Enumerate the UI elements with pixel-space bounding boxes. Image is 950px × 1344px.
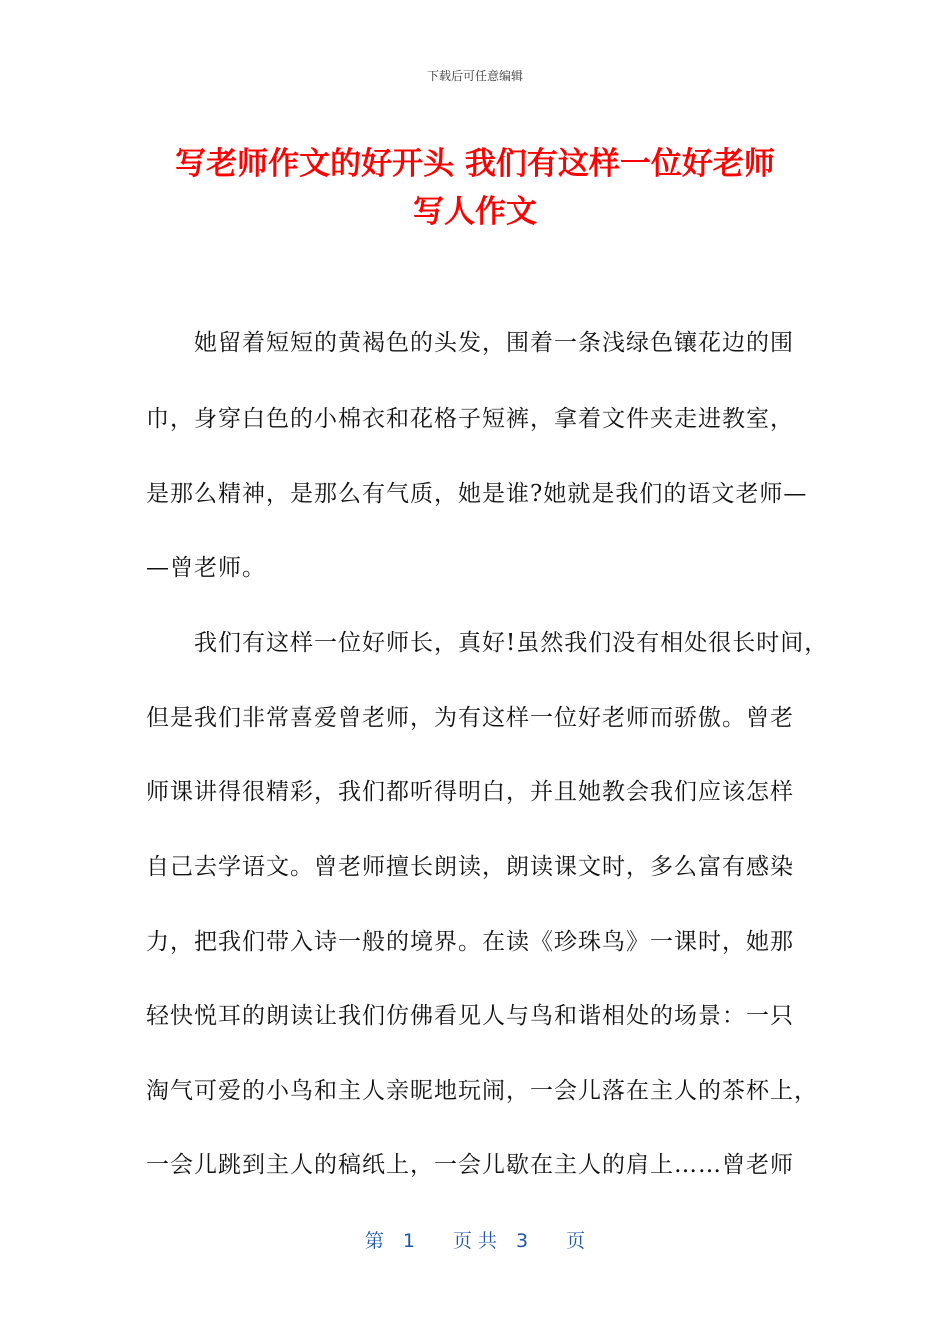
title-line-1: 写老师作文的好开头 我们有这样一位好老师 <box>175 146 775 182</box>
page-number-footer: 第 1 页 共 3 页 <box>364 1230 586 1252</box>
body-line: 力，把我们带入诗一般的境界。在读《珍珠鸟》一课时，她那 <box>146 929 794 955</box>
body-line: —曾老师。 <box>146 555 266 581</box>
body-line: 她留着短短的黄褐色的头发，围着一条浅绿色镶花边的围 <box>146 330 794 356</box>
title-line-2: 写人作文 <box>413 194 537 230</box>
document-title <box>100 140 850 236</box>
body-line: 一会儿跳到主人的稿纸上，一会儿歇在主人的肩上……曾老师 <box>146 1152 794 1178</box>
body-line: 巾，身穿白色的小棉衣和花格子短裤，拿着文件夹走进教室， <box>146 406 794 432</box>
body-line: 淘气可爱的小鸟和主人亲昵地玩闹，一会儿落在主人的茶杯上， <box>146 1078 818 1104</box>
body-line: 轻快悦耳的朗读让我们仿佛看见人与鸟和谐相处的场景：一只 <box>146 1003 794 1029</box>
body-line: 我们有这样一位好师长，真好!虽然我们没有相处很长时间， <box>146 630 829 656</box>
body-line: 但是我们非常喜爱曾老师，为有这样一位好老师而骄傲。曾老 <box>146 705 794 731</box>
body-line: 师课讲得很精彩，我们都听得明白，并且她教会我们应该怎样 <box>146 779 794 805</box>
body-line: 自己去学语文。曾老师擅长朗读，朗读课文时，多么富有感染 <box>146 854 794 880</box>
body-line: 是那么精神，是那么有气质，她是谁?她就是我们的语文老师— <box>146 481 808 507</box>
header-note: 下载后可任意编辑 <box>426 69 523 83</box>
